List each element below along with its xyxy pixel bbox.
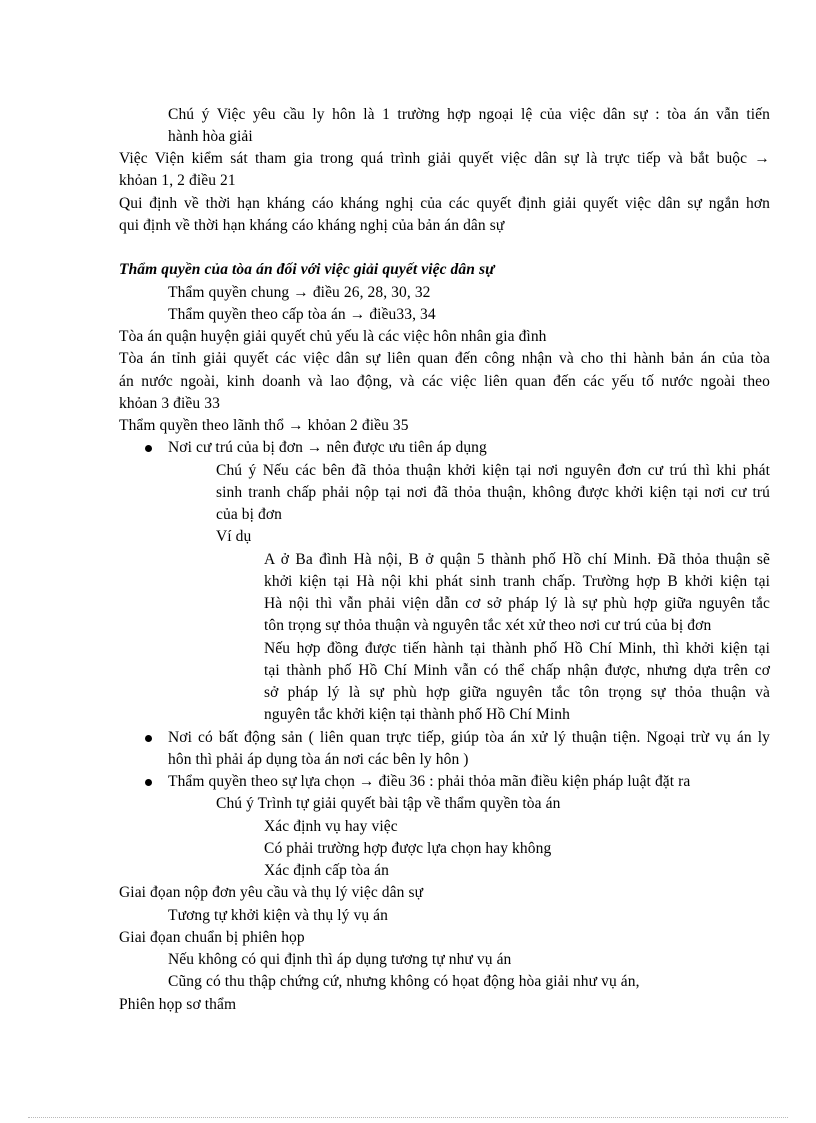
text-line: hôn thì phải áp dụng tòa án nơi các bên ly hôn ) [168, 751, 469, 768]
text-line: Chú ý Nếu các bên đã thỏa thuận khởi kiện tại nơi nguyên đơn cư trú thì khi phát [216, 462, 770, 479]
text-line: Việc Viện kiểm sát tham gia trong quá trình giải quyết việc dân sự là trực tiếp và bắt buộc → [119, 150, 770, 167]
text-line: khỏan 3 điều 33 [119, 395, 220, 412]
text-line: tôn trọng sự thỏa thuận và nguyên tắc xét xử theo nơi cư trú của bị đơn [264, 617, 712, 634]
text-line: Xác định vụ hay việc [264, 818, 398, 835]
text-line: hành hòa giải [168, 128, 253, 145]
text-line: Qui định về thời hạn kháng cáo kháng nghị của các quyết định giải quyết việc dân sự ngắn hơn [119, 195, 770, 212]
text-line: Nếu không có qui định thì áp dụng tương tự như vụ án [168, 951, 512, 968]
text-line: A ở Ba đình Hà nội, B ở quận 5 thành phố Hồ chí Minh. Đã thỏa thuận sẽ [264, 551, 770, 568]
text-line: qui định về thời hạn kháng cáo kháng nghị của bản án dân sự [119, 217, 505, 234]
bullet-icon [145, 779, 152, 786]
bullet-icon [145, 445, 152, 452]
bullet-icon [145, 735, 152, 742]
text-line: sở pháp lý là sự phù hợp giữa nguyên tắc tôn trọng sự thỏa thuận và [264, 684, 770, 701]
text-line: Nơi cư trú của bị đơn → nên được ưu tiên áp dụng [168, 439, 487, 456]
text-line: Chú ý Việc yêu cầu ly hôn là 1 trường hợp ngoại lệ của việc dân sự : tòa án vẫn tiến [168, 106, 770, 123]
text-line: Nơi có bất động sản ( liên quan trực tiếp, giúp tòa án xử lý thuận tiện. Ngoại trừ vụ án ly [168, 729, 770, 746]
page-bottom-divider [28, 1117, 788, 1118]
text-line: Thẩm quyền theo sự lựa chọn → điều 36 : phải thỏa mãn điều kiện pháp luật đặt ra [168, 773, 691, 790]
text-line: Cũng có thu thập chứng cứ, nhưng không có họat động hòa giải như vụ án, [168, 973, 640, 990]
text-line: Có phải trường hợp được lựa chọn hay không [264, 840, 552, 857]
text-line: Tòa án quận huyện giải quyết chủ yếu là các việc hôn nhân gia đình [119, 328, 547, 345]
section-heading: Thẩm quyền của tòa án đối với việc giải quyết việc dân sự [119, 261, 495, 278]
text-line: sinh tranh chấp phải nộp tại nơi đã thỏa thuận, không được khởi kiện tại nơi cư trú [216, 484, 770, 501]
text-line: khỏan 1, 2 điều 21 [119, 172, 236, 189]
text-line: khởi kiện tại Hà nội khi phát sinh tranh chấp. Trường hợp B khởi kiện tại [264, 573, 770, 590]
text-line: Thẩm quyền chung → điều 26, 28, 30, 32 [168, 284, 431, 301]
text-line: Thẩm quyền theo lãnh thổ → khỏan 2 điều 35 [119, 417, 409, 434]
text-line: Hà nội thì vẫn phải viện dẫn cơ sở pháp lý là sự phù hợp giữa nguyên tắc [264, 595, 770, 612]
text-line: Nếu hợp đồng được tiến hành tại thành phố Hồ Chí Minh, thì khởi kiện tại [264, 640, 770, 657]
text-line: tại thành phố Hồ Chí Minh vẫn có thể chấp nhận được, nhưng dựa trên cơ [264, 662, 770, 679]
text-line: Ví dụ [216, 528, 252, 545]
text-line: Tòa án tỉnh giải quyết các việc dân sự liên quan đến công nhận và cho thi hành bản án của tòa [119, 350, 770, 367]
text-line: nguyên tắc khởi kiện tại thành phố Hồ Chí Minh [264, 706, 570, 723]
text-line: của bị đơn [216, 506, 283, 523]
text-line: Xác định cấp tòa án [264, 862, 389, 879]
text-line: Giai đọan chuẩn bị phiên họp [119, 929, 305, 946]
text-line: án nước ngoài, kinh doanh và lao động, và các việc liên quan đến các yếu tố nước ngoài theo [119, 373, 770, 390]
text-line: Phiên họp sơ thẩm [119, 996, 237, 1013]
text-line: Chú ý Trình tự giải quyết bài tập về thẩm quyền tòa án [216, 795, 561, 812]
text-line: Giai đọan nộp đơn yêu cầu và thụ lý việc dân sự [119, 884, 424, 901]
text-line: Thẩm quyền theo cấp tòa án → điều33, 34 [168, 306, 436, 323]
text-line: Tương tự khởi kiện và thụ lý vụ án [168, 907, 388, 924]
